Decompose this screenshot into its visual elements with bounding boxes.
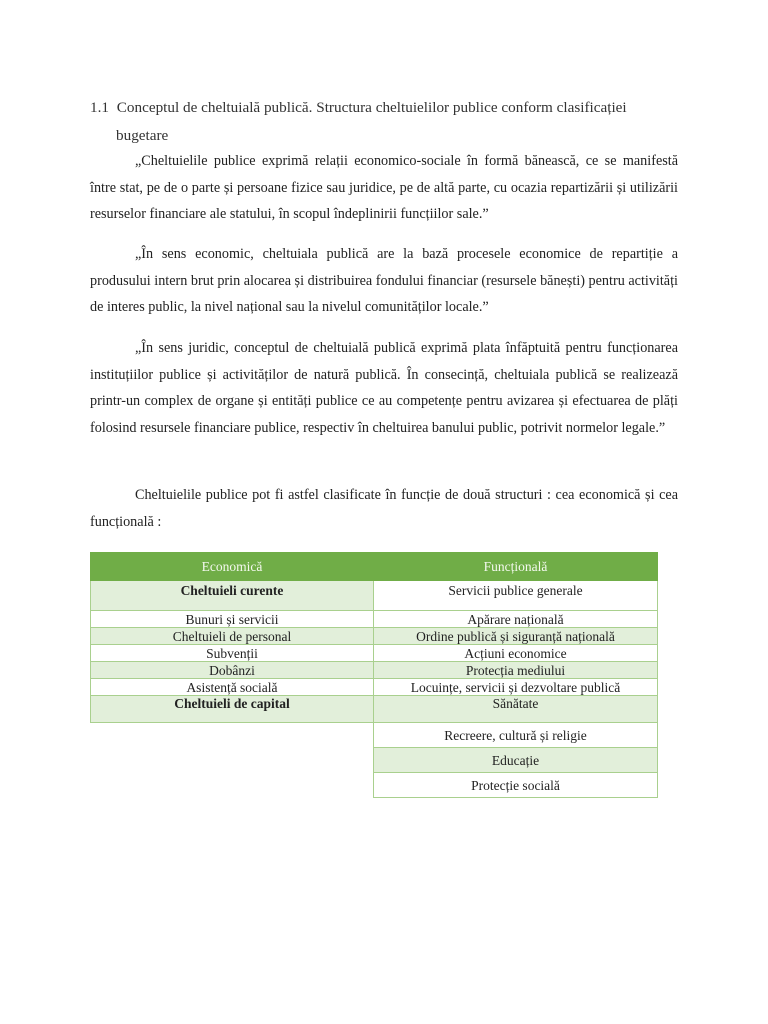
paragraph-juridic-sense: „În sens juridic, conceptul de cheltuială publică exprimă plata înfăptuită pentru funcționarea instituțiilor publice și activităților de natură publică. În consecință, cheltuiala publică se realizează printr-un complex de organe și entități publice ce au competențe pentru avizarea și efectuarea de plăți folosind resursele financiare publice, respectiv în cheltuirea banului public, potrivit normelor legale.” [90, 340, 678, 436]
header-economic: Economică [91, 553, 374, 581]
table-row [91, 773, 658, 798]
classification-table [90, 552, 658, 798]
table-row [91, 662, 658, 679]
table-row [91, 679, 658, 696]
functional-cell: Recreere, cultură și religie [374, 723, 658, 748]
section-heading [90, 94, 678, 150]
economic-cell: Cheltuieli de capital [91, 696, 374, 723]
section-title-line2: bugetare [116, 127, 169, 144]
paragraph-classification: Cheltuielile publice pot fi astfel clasificate în funcție de două structuri : cea economică și cea funcțională : [90, 487, 678, 530]
functional-cell: Servicii publice generale [374, 581, 658, 611]
functional-cell: Apărare națională [374, 611, 658, 628]
functional-cell: Protecție socială [374, 773, 658, 798]
economic-cell: Bunuri și servicii [91, 611, 374, 628]
economic-cell: Cheltuieli de personal [91, 628, 374, 645]
table-row [91, 696, 658, 723]
functional-cell: Educație [374, 748, 658, 773]
paragraph-definition: „Cheltuielile publice exprimă relații economico-sociale în formă bănească, ce se manifestă între stat, pe de o parte și persoane fizice sau juridice, pe de altă parte, cu ocazia repartizării și utilizării resurselor financiare ale statului, în scopul îndeplinirii funcțiilor sale.” [90, 153, 678, 223]
functional-cell: Ordine publică și siguranță națională [374, 628, 658, 645]
table-row [91, 748, 658, 773]
functional-cell: Sănătate [374, 696, 658, 723]
paragraph-economic-sense: „În sens economic, cheltuiala publică are la bază procesele economice de repartiție a produsului intern brut prin alocarea și distribuirea fondului financiar (resursele bănești) pentru activități de interes public, la nivel național sau la nivelul comunităților locale.” [90, 246, 678, 316]
economic-cell: Asistență socială [91, 679, 374, 696]
header-functional: Funcțională [374, 553, 658, 581]
economic-cell: Subvenții [91, 645, 374, 662]
functional-cell: Acțiuni economice [374, 645, 658, 662]
functional-cell: Protecția mediului [374, 662, 658, 679]
table-row [91, 581, 658, 611]
section-title-line1: Conceptul de cheltuială publică. Structura cheltuielilor publice conform clasificației [116, 99, 627, 116]
table-row [91, 628, 658, 645]
table-row [91, 611, 658, 628]
economic-cell: Cheltuieli curente [91, 581, 374, 611]
economic-cell: Dobânzi [91, 662, 374, 679]
section-number: 1.1 [90, 99, 109, 116]
table-row [91, 645, 658, 662]
table-row [91, 723, 658, 748]
functional-cell: Locuințe, servicii și dezvoltare publică [374, 679, 658, 696]
table-header-row [91, 553, 658, 581]
